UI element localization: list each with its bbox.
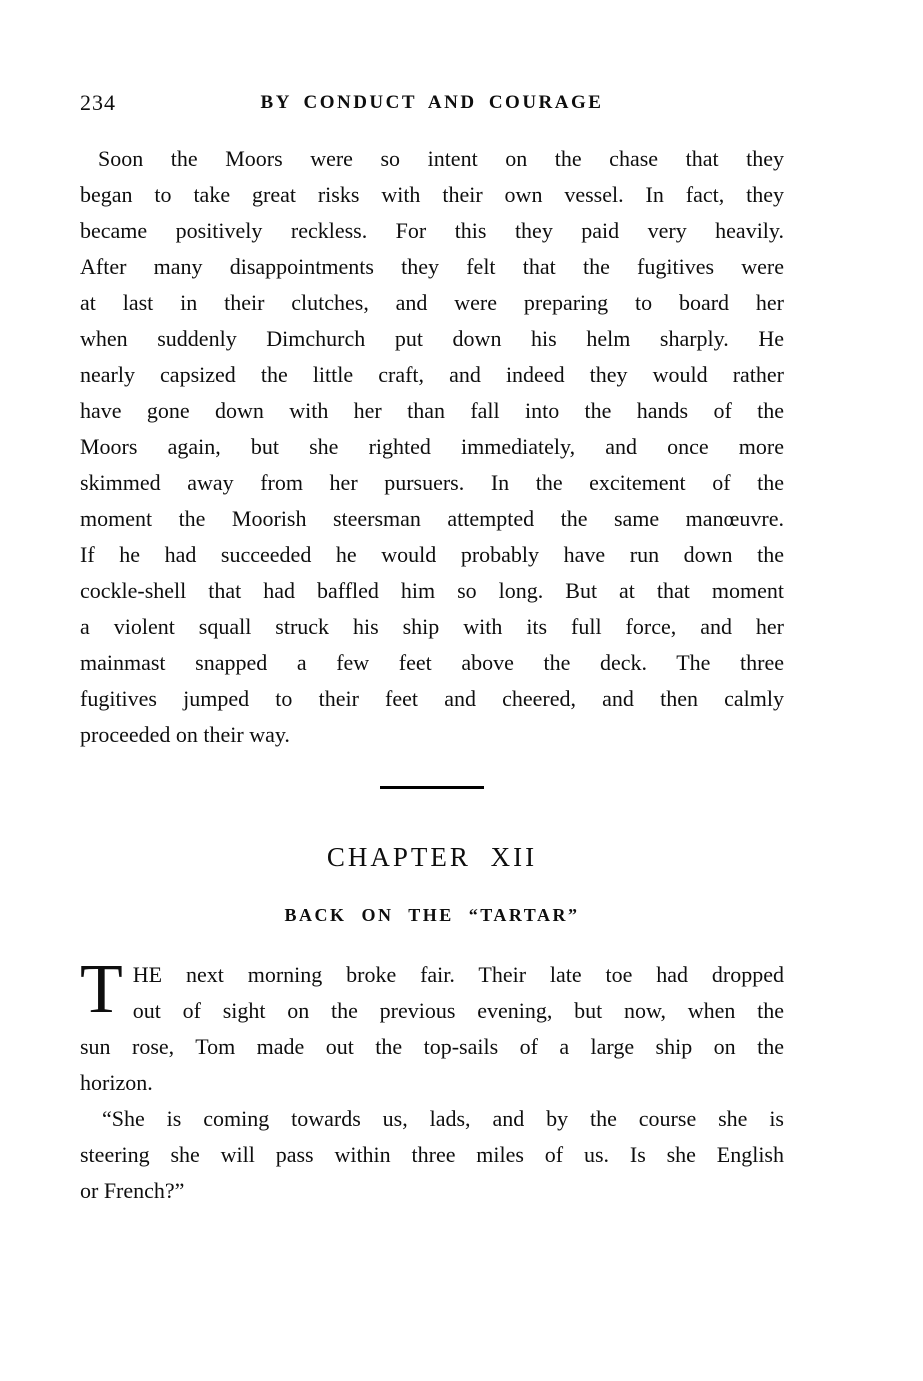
text-line: nearly capsized the little craft, and indeed they would rather (80, 362, 784, 387)
text-line: sun rose, Tom made out the top-sails of a large ship on the (80, 1034, 784, 1059)
text-line: a violent squall struck his ship with its full force, and her (80, 614, 784, 639)
text-line: HE next morning broke fair. Their late toe had dropped (132, 962, 784, 987)
text-line: mainmast snapped a few feet above the deck. The three (80, 650, 784, 675)
paragraph-chase (80, 141, 784, 753)
page-content (80, 90, 784, 1209)
text-line: have gone down with her than fall into the hands of the (80, 398, 784, 423)
text-line: If he had succeeded he would probably have run down the (80, 542, 784, 567)
text-line: fugitives jumped to their feet and cheered, and then calmly (80, 686, 784, 711)
text-line: became positively reckless. For this they paid very heavily. (80, 218, 784, 243)
text-line: at last in their clutches, and were preparing to board her (80, 290, 784, 315)
text-line: began to take great risks with their own vessel. In fact, they (80, 182, 784, 207)
text-line: Moors again, but she righted immediately, and once more (80, 434, 784, 459)
text-line: Soon the Moors were so intent on the chase that they (98, 146, 784, 171)
drop-cap-letter: T (80, 951, 123, 1028)
paragraph-chapter-opening (80, 951, 784, 1101)
text-line: cockle-shell that had baffled him so long. But at that moment (80, 578, 784, 603)
text-line: steering she will pass within three miles of us. Is she English (80, 1142, 784, 1167)
text-line: or French?” (80, 1178, 185, 1203)
text-line: horizon. (80, 1070, 153, 1095)
running-title: BY CONDUCT AND COURAGE (260, 92, 604, 113)
running-header (80, 90, 784, 116)
text-line: proceeded on their way. (80, 722, 290, 747)
page-number: 234 (80, 90, 116, 115)
text-line: when suddenly Dimchurch put down his helm sharply. He (80, 326, 784, 351)
text-line: moment the Moorish steersman attempted the same manœuvre. (80, 506, 784, 531)
section-divider-rule (380, 786, 484, 789)
text-line: out of sight on the previous evening, but now, when the (132, 998, 784, 1023)
text-line: skimmed away from her pursuers. In the excitement of the (80, 470, 784, 495)
paragraph-dialogue (80, 1101, 784, 1209)
text-line: After many disappointments they felt that the fugitives were (80, 254, 784, 279)
chapter-heading: CHAPTER XII (326, 842, 538, 872)
text-line: “She is coming towards us, lads, and by the course she is (102, 1106, 784, 1131)
chapter-subtitle: BACK ON THE “TARTAR” (284, 905, 580, 925)
